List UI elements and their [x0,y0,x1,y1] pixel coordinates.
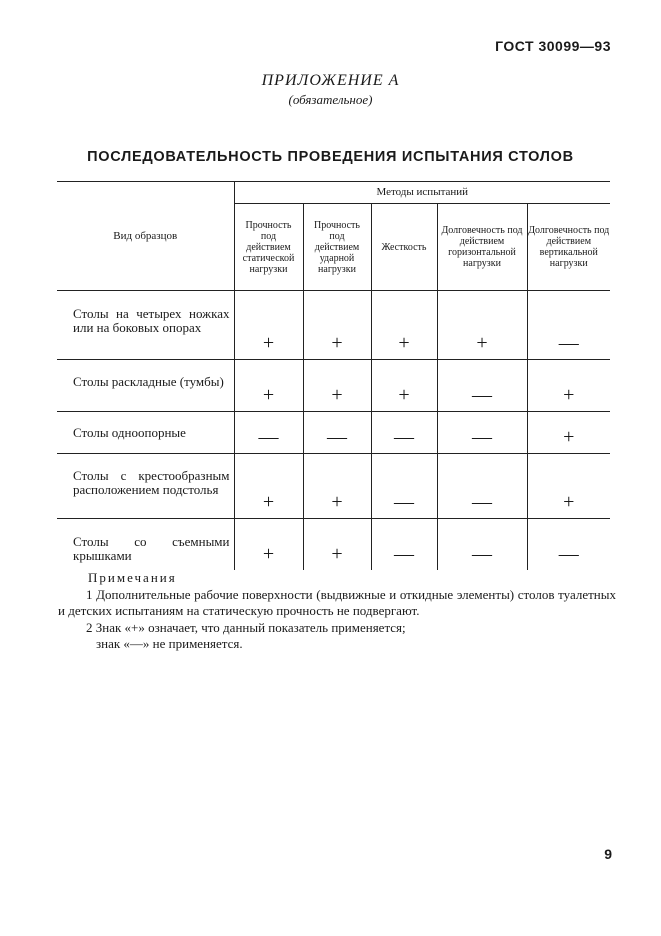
table-cell-mark: — [371,454,437,519]
table-row-label: Столы на четырех ножках или на боковых опорах [73,306,230,335]
table-cell-mark: + [527,360,610,412]
table-cell-mark: — [437,360,527,412]
table-cell-mark: + [303,454,371,519]
table-row-label: Столы с крестообразным расположением подстолья [73,468,230,497]
page-title: ПОСЛЕДОВАТЕЛЬНОСТЬ ПРОВЕДЕНИЯ ИСПЫТАНИЯ СТОЛОВ [87,149,574,165]
appendix-title: ПРИЛОЖЕНИЕ А [261,72,400,89]
method-header-vertical-durability: Долговечность под действием вертикальной нагрузки [527,204,610,291]
table-cell-mark: — [303,412,371,454]
test-sequence-table [57,181,610,570]
notes-title: Примечания [88,570,177,585]
note-item: 1 Дополнительные рабочие поверхности (выдвижные и откидные элементы) столов туалетных и детских испытаниям на статическую прочность не подвергают. [58,587,616,618]
table-cell-mark: + [527,412,610,454]
table-cell-mark: — [437,454,527,519]
table-row-label: Столы со съемными крышками [73,534,230,563]
table-cell-mark: + [437,291,527,360]
appendix-status: (обязательное) [288,92,373,107]
table-cell-mark: — [527,519,610,570]
method-header-impact-strength: Прочность под действием ударной нагрузки [303,204,371,291]
table-cell-mark: + [234,360,303,412]
table-cell-mark: + [303,360,371,412]
method-header-rigidity: Жесткость [371,204,437,291]
table-cell-mark: + [303,291,371,360]
table-cell-mark: + [234,454,303,519]
table-cell-mark: + [371,360,437,412]
method-header-static-strength: Прочность под действием статической нагрузки [234,204,303,291]
page-number: 9 [604,846,612,862]
table-cell-mark: — [371,412,437,454]
method-header-horizontal-durability: Долговечность под действием горизонтальной нагрузки [437,204,527,291]
methods-header: Методы испытаний [234,182,610,204]
table-cell-mark: — [527,291,610,360]
table-row-label: Столы раскладные (тумбы) [73,374,224,389]
table-cell-mark: + [234,291,303,360]
table-cell-mark: + [527,454,610,519]
standard-number: ГОСТ 30099—93 [495,38,611,54]
table-cell-mark: + [303,519,371,570]
table-cell-mark: + [371,291,437,360]
column-header-sample: Вид образцов [57,182,234,291]
table-cell-mark: — [371,519,437,570]
table-cell-mark: — [437,519,527,570]
note-item: 2 Знак «+» означает, что данный показатель применяется; [86,620,406,635]
notes-section [58,570,616,652]
note-item: знак «—» не применяется. [96,636,243,651]
table-row-label: Столы одноопорные [73,425,186,440]
table-cell-mark: + [234,519,303,570]
table-cell-mark: — [234,412,303,454]
table-cell-mark: — [437,412,527,454]
